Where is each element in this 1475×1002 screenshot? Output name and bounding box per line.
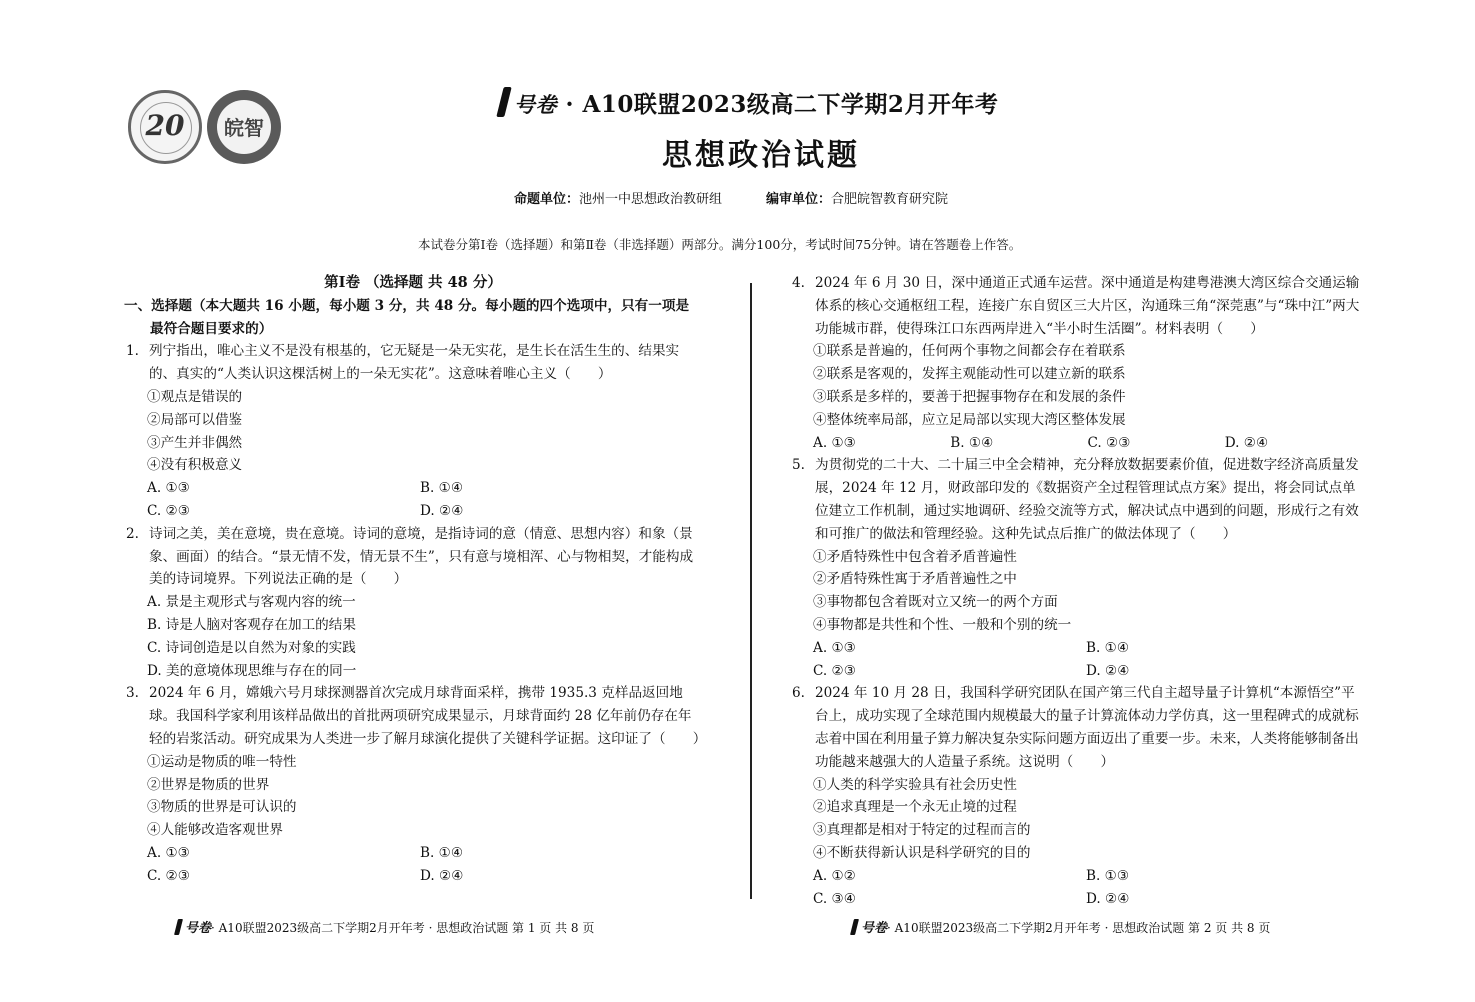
column-divider <box>750 283 752 899</box>
brand-name: 号卷 <box>514 92 557 117</box>
answer-choices <box>124 865 702 888</box>
volume-title: 第Ⅰ卷 （选择题 共 48 分） <box>324 274 502 291</box>
author-value: 池州一中思想政治教研组 <box>579 192 723 207</box>
statement: ③产生并非偶然 <box>147 434 243 451</box>
choice-c: C. ③④ <box>813 890 856 907</box>
statement: ②联系是客观的，发挥主观能动性可以建立新的联系 <box>813 366 1126 383</box>
statement: ②追求真理是一个永无止境的过程 <box>813 799 1017 816</box>
option-d: D. 美的意境体现思维与存在的同一 <box>147 662 357 679</box>
exam-title: 号卷 · A10联盟2023级高二下学期2月开年考 <box>500 86 998 119</box>
statement: ③联系是多样的，要善于把握事物存在和发展的条件 <box>813 388 1126 405</box>
alliance-seal-text: 20 <box>145 109 185 142</box>
question-number: 5. <box>792 457 805 474</box>
alliance-seal-logo <box>128 90 202 164</box>
statement: ②局部可以借鉴 <box>147 411 243 428</box>
option-a: A. 景是主观形式与客观内容的统一 <box>147 594 356 611</box>
question-6 <box>790 682 1362 773</box>
statement: ①人类的科学实验具有社会历史性 <box>813 776 1017 793</box>
question-stem: 列宁指出，唯心主义不是没有根基的，它无疑是一朵无实花，是生长在活生生的、结果实的、真实的“人类认识这棵活树上的一朵无实花”。这意味着唯心主义（ ） <box>149 343 680 383</box>
exam-title-text: A10联盟2023级高二下学期2月开年考 <box>582 91 999 118</box>
statement: ①观点是错误的 <box>147 388 243 405</box>
statement: ④整体统率局部，应立足局部以实现大湾区整体发展 <box>813 411 1126 428</box>
answer-choices <box>790 865 1362 888</box>
brand-mark-icon <box>850 919 859 935</box>
right-column <box>790 272 1362 910</box>
statement: ④没有积极意义 <box>147 457 243 474</box>
question-3 <box>124 682 707 750</box>
choice-b: B. ①④ <box>950 434 994 451</box>
question-stem: 为贯彻党的二十大、二十届三中全会精神，充分释放数据要素价值，促进数字经济高质量发展，2024 年 12 月，财政部印发的《数据资产全过程管理试点方案》提出，将会同试点单位建立工作机制，通过实地调研、经验交流等方式，解决试点中遇到的问题，形成行之有效和可推广的做法和管理经验。这种先试点后推广的做法体现了（ ） <box>815 457 1359 542</box>
answer-choices <box>124 477 702 500</box>
statement: ④不断获得新认识是科学研究的目的 <box>813 844 1031 861</box>
choice-c: C. ②③ <box>813 662 856 679</box>
question-stem: 2024 年 6 月 30 日，深中通道正式通车运营。深中通道是构建粤港澳大湾区综合交通运输体系的核心交通枢纽工程，连接广东自贸区三大片区，沟通珠三角“深莞惠”与“珠中江”两大功能城市群，使得珠江口东西两岸进入“半小时生活圈”。材料表明（ ） <box>815 275 1360 337</box>
choice-d: D. ②④ <box>1086 890 1130 907</box>
footer-left <box>176 917 594 936</box>
brand-mark-icon <box>174 919 183 935</box>
statement: ③事物都包含着既对立又统一的两个方面 <box>813 594 1058 611</box>
choice-d: D. ②④ <box>420 867 464 884</box>
wanzhi-education-logo <box>207 90 281 164</box>
reviewer-value: 合肥皖智教育研究院 <box>831 192 949 207</box>
footer-right <box>852 917 1270 936</box>
choice-b: B. ①④ <box>1086 639 1130 656</box>
question-number: 2. <box>126 525 139 542</box>
footer-brand: 号卷 <box>861 921 888 936</box>
statement: ④人能够改造客观世界 <box>147 822 283 839</box>
choice-a: A. ①③ <box>813 434 856 451</box>
choice-a: A. ①③ <box>813 639 856 656</box>
statement: ③物质的世界是可认识的 <box>147 799 297 816</box>
choice-c: C. ②③ <box>147 867 190 884</box>
question-stem: 2024 年 10 月 28 日，我国科学研究团队在国产第三代自主超导量子计算机“本源悟空”平台上，成功实现了全球范围内规模最大的量子计算流体动力学仿真，这一里程碑式的成就标志着中国在利用量子算力解决复杂实际问题方面迈出了重要一步。未来，人类将能够制备出功能越来越强大的人造量子系统。这说明（ ） <box>815 685 1359 770</box>
choice-b: B. ①③ <box>1086 867 1130 884</box>
option-c: C. 诗词创造是以自然为对象的实践 <box>147 639 356 656</box>
choice-a: A. ①③ <box>147 480 190 497</box>
question-number: 4. <box>792 275 805 291</box>
choice-d: D. ②④ <box>1224 434 1269 451</box>
question-number: 3. <box>126 685 139 702</box>
question-2 <box>124 523 702 591</box>
answer-choices <box>790 432 1362 455</box>
statement: ②矛盾特殊性寓于矛盾普遍性之中 <box>813 571 1017 588</box>
answer-choices <box>790 637 1362 660</box>
choice-d: D. ②④ <box>1086 662 1130 679</box>
section-heading: 一、选择题（本大题共 16 小题，每小题 3 分，共 48 分。每小题的四个选项中，只有一项是最符合题目要求的） <box>124 297 690 337</box>
question-number: 6. <box>792 685 805 702</box>
statement: ③真理都是相对于特定的过程而言的 <box>813 822 1031 839</box>
subject-title: 思想政治试题 <box>662 138 860 173</box>
question-number: 1. <box>126 343 139 360</box>
question-1 <box>124 340 702 386</box>
answer-choices <box>790 660 1362 683</box>
author-label: 命题单位： <box>514 192 580 207</box>
choice-a: A. ①② <box>813 867 856 884</box>
option-b: B. 诗是人脑对客观存在加工的结果 <box>147 616 356 633</box>
question-4 <box>790 272 1362 340</box>
footer-right-text: · A10联盟2023级高二下学期2月开年考 · 思想政治试题 第 2 页 共 8 页 <box>887 921 1271 935</box>
answer-choices <box>124 842 702 865</box>
choice-d: D. ②④ <box>420 502 464 519</box>
question-5 <box>790 454 1362 545</box>
choice-b: B. ①④ <box>420 844 464 861</box>
answer-choices <box>124 500 702 523</box>
statement: ①矛盾特殊性中包含着矛盾普遍性 <box>813 548 1017 565</box>
footer-left-text: · A10联盟2023级高二下学期2月开年考 · 思想政治试题 第 1 页 共 8 页 <box>211 921 595 935</box>
statement: ④事物都是共性和个性、一般和个别的统一 <box>813 616 1072 633</box>
choice-c: C. ②③ <box>147 502 190 519</box>
answer-choices <box>790 888 1362 911</box>
brand-mark-icon <box>496 87 511 117</box>
reviewer-label: 编审单位： <box>766 192 832 207</box>
choice-c: C. ②③ <box>1087 434 1131 451</box>
question-stem: 诗词之美，美在意境，贵在意境。诗词的意境，是指诗词的意（情意、思想内容）和象（景象、画面）的结合。“景无情不发，情无景不生”，只有意与境相浑、心与物相契，才能构成美的诗词境界。下列说法正确的是（ ） <box>149 525 694 588</box>
choice-b: B. ①④ <box>420 480 464 497</box>
exam-notice: 本试卷分第Ⅰ卷（选择题）和第Ⅱ卷（非选择题）两部分。满分100分，考试时间75分钟。请在答题卷上作答。 <box>418 237 1022 252</box>
wanzhi-logo-text: 皖智 <box>224 116 264 140</box>
statement: ②世界是物质的世界 <box>147 776 270 793</box>
statement: ①联系是普遍的，任何两个事物之间都会存在着联系 <box>813 343 1126 360</box>
question-stem: 2024 年 6 月，嫦娥六号月球探测器首次完成月球背面采样，携带 1935.3 克样品返回地球。我国科学家利用该样品做出的首批两项研究成果显示，月球背面约 28 亿年前仍存在年轻的岩浆活动。研究成果为人类进一步了解月球演化提供了关键科学证据。这印证了（ ） <box>149 685 707 747</box>
statement: ①运动是物质的唯一特性 <box>147 753 297 770</box>
author-units <box>514 188 948 207</box>
left-column <box>124 272 707 888</box>
choice-a: A. ①③ <box>147 844 190 861</box>
footer-brand: 号卷 <box>185 921 212 936</box>
